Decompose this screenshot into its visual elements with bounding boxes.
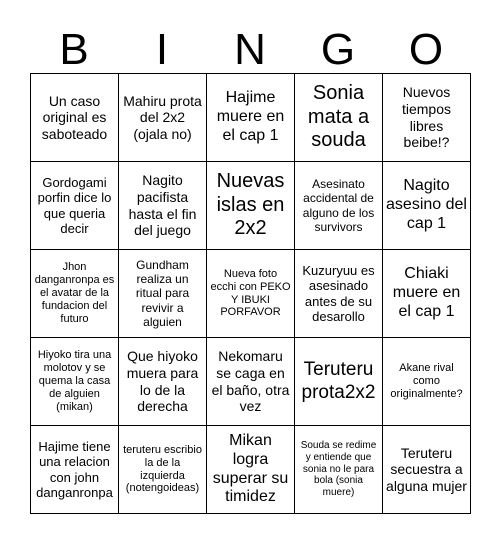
bingo-cell-5-4[interactable]: Souda se redime y entiende que sonia no le para bola (sonia muere) bbox=[295, 426, 383, 514]
bingo-cell-3-2[interactable]: Gundham realiza un ritual para revivir a alguien bbox=[119, 250, 207, 338]
bingo-cell-1-3[interactable]: Hajime muere en el cap 1 bbox=[207, 74, 295, 162]
bingo-cell-1-5[interactable]: Nuevos tiempos libres beibe!? bbox=[383, 74, 471, 162]
bingo-cell-3-1[interactable]: Jhon danganronpa es el avatar de la fundacion del futuro bbox=[31, 250, 119, 338]
bingo-cell-2-5[interactable]: Nagito asesino del cap 1 bbox=[383, 162, 471, 250]
bingo-cell-4-5[interactable]: Akane rival como originalmente? bbox=[383, 338, 471, 426]
bingo-cell-2-1[interactable]: Gordogami porfin dice lo que queria decir bbox=[31, 162, 119, 250]
bingo-cell-3-5[interactable]: Chiaki muere en el cap 1 bbox=[383, 250, 471, 338]
bingo-cell-4-2[interactable]: Que hiyoko muera para lo de la derecha bbox=[119, 338, 207, 426]
bingo-header bbox=[30, 26, 470, 74]
header-letter-g: G bbox=[320, 25, 356, 74]
bingo-cell-2-3[interactable]: Nuevas islas en 2x2 bbox=[207, 162, 295, 250]
bingo-cell-5-1[interactable]: Hajime tiene una relacion con john danganronpa bbox=[31, 426, 119, 514]
header-letter-n: N bbox=[234, 25, 266, 74]
bingo-cell-2-4[interactable]: Asesinato accidental de alguno de los survivors bbox=[295, 162, 383, 250]
bingo-cell-5-2[interactable]: teruteru escribio la de la izquierda (notengoideas) bbox=[119, 426, 207, 514]
bingo-cell-3-3[interactable]: Nueva foto ecchi con PEKO Y IBUKI PORFAVOR bbox=[207, 250, 295, 338]
bingo-cell-5-3[interactable]: Mikan logra superar su timidez bbox=[207, 426, 295, 514]
bingo-cell-4-4[interactable]: Teruteru prota2x2 bbox=[295, 338, 383, 426]
bingo-cell-2-2[interactable]: Nagito pacifista hasta el fin del juego bbox=[119, 162, 207, 250]
bingo-grid bbox=[30, 73, 471, 514]
bingo-cell-5-5[interactable]: Teruteru secuestra a alguna mujer bbox=[383, 426, 471, 514]
bingo-cell-1-1[interactable]: Un caso original es saboteado bbox=[31, 74, 119, 162]
header-letter-b: B bbox=[59, 25, 89, 74]
bingo-cell-4-3[interactable]: Nekomaru se caga en el baño, otra vez bbox=[207, 338, 295, 426]
bingo-cell-1-2[interactable]: Mahiru prota del 2x2 (ojala no) bbox=[119, 74, 207, 162]
bingo-cell-1-4[interactable]: Sonia mata a souda bbox=[295, 74, 383, 162]
header-letter-o: O bbox=[408, 25, 444, 74]
bingo-cell-3-4[interactable]: Kuzuryuu es asesinado antes de su desarollo bbox=[295, 250, 383, 338]
bingo-cell-4-1[interactable]: Hiyoko tira una molotov y se quema la casa de alguien (mikan) bbox=[31, 338, 119, 426]
header-letter-i: I bbox=[155, 25, 169, 74]
